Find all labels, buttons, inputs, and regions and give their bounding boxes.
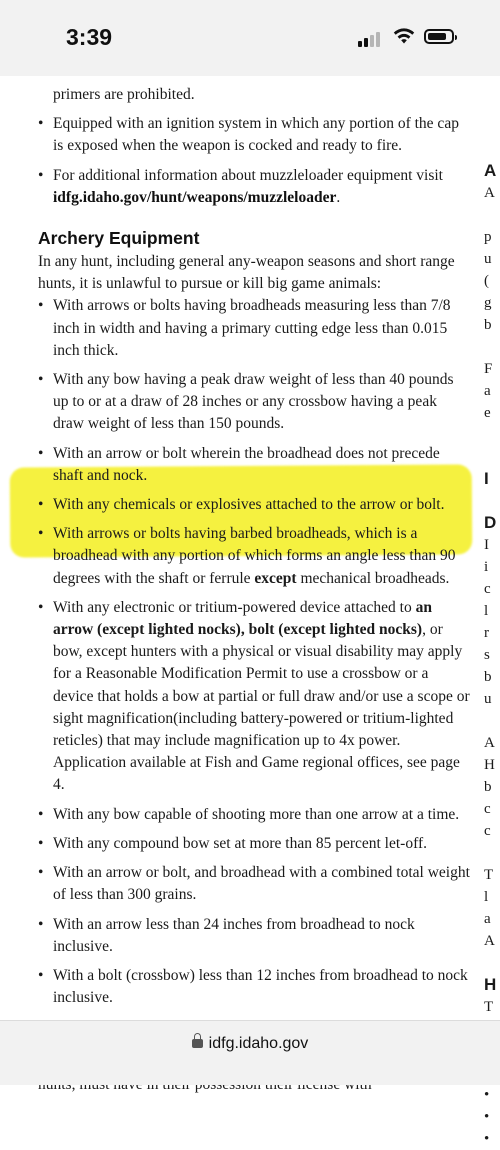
column-fragment: A <box>484 185 495 201</box>
archery-intro: In any hunt, including general any-weapon seasons and short range hunts, it is unlawful to pursue or kill big game animals: <box>38 253 455 293</box>
list-item-text: With any bow having a peak draw weight of less than 40 pounds up to or at a draw of 28 inches or any crossbow having a peak draw weight of less than 150 pounds. <box>53 371 454 433</box>
cellular-signal-icon <box>358 30 384 47</box>
column-fragment: c <box>484 823 491 839</box>
list-item-text: With any bow capable of shooting more than one arrow at a time. <box>53 805 460 823</box>
bullet-icon: • <box>38 297 44 315</box>
list-item-text: With arrows or bolts having broadheads measuring less than 7/8 inch in width and having a primary cutting edge less than 0.015 inch thick. <box>53 297 451 359</box>
list-item-text: For additional information about muzzleloader equipment visit <box>53 166 443 184</box>
main-column <box>38 62 470 1096</box>
bullet-icon: • <box>38 834 44 852</box>
list-item-text: primers are prohibited. <box>53 86 195 103</box>
url-text: idfg.idaho.gov <box>208 1035 309 1052</box>
bullet-icon: • <box>38 115 44 133</box>
column-fragment: g <box>484 295 492 311</box>
column-fragment: c <box>484 581 491 597</box>
column-fragment: u <box>484 691 492 707</box>
column-fragment <box>484 952 500 974</box>
column-fragment: i <box>484 559 489 575</box>
url-display[interactable] <box>0 1035 500 1053</box>
list-item <box>38 295 470 362</box>
column-fragment: a <box>484 911 491 927</box>
bullet-icon: • <box>38 371 44 389</box>
list-item-text: With an arrow or bolt wherein the broadhead does not precede shaft and nock. <box>53 444 440 484</box>
column-fragment: • <box>484 1131 490 1147</box>
bullet-icon: • <box>38 525 44 543</box>
column-fragment: D <box>484 513 497 532</box>
bullet-icon: • <box>38 805 44 823</box>
column-fragment <box>484 710 500 732</box>
column-fragment: l <box>484 603 489 619</box>
list-item <box>38 113 470 157</box>
list-item <box>38 443 470 487</box>
column-fragment: A <box>484 161 497 180</box>
column-fragment: c <box>484 801 491 817</box>
column-fragment: s <box>484 647 490 663</box>
list-item <box>38 965 470 1009</box>
list-item <box>38 84 470 106</box>
column-fragment: T <box>484 867 494 883</box>
column-fragment: H <box>484 975 497 994</box>
list-item-text: , or bow, except hunters with a physical or visual disability may apply for a Reasonable Modification Permit to use a crossbow or a device that holds a bow at partial or full draw and/or use a scope or sight magnification(including battery-powered or tritium-lighted reticles) that may include magnification up to 4x power. Application available at Fish and Game regional offices, see page 4. <box>53 621 470 794</box>
column-fragment <box>484 336 500 358</box>
muzzleloader-link[interactable]: idfg.idaho.gov/hunt/weapons/muzzleloader <box>53 188 337 206</box>
list-item-text: With any electronic or tritium-powered device attached to <box>53 598 416 616</box>
list-item <box>38 597 470 797</box>
column-fragment: ( <box>484 273 489 289</box>
column-fragment: b <box>484 317 492 333</box>
adjacent-column <box>484 160 500 1150</box>
list-item-text: With any chemicals or explosives attached to the arrow or bolt. <box>53 496 445 514</box>
column-fragment: A <box>484 933 495 949</box>
list-item <box>38 494 470 516</box>
column-fragment: T <box>484 999 494 1015</box>
column-fragment <box>484 842 500 864</box>
column-fragment: r <box>484 625 489 641</box>
column-fragment: A <box>484 735 495 751</box>
archery-equipment-heading: Archery Equipment <box>38 228 200 249</box>
list-item <box>38 369 470 436</box>
column-fragment: b <box>484 779 492 795</box>
list-item <box>38 165 470 209</box>
bullet-icon: • <box>38 598 44 616</box>
bullet-icon: • <box>38 966 44 984</box>
column-fragment <box>484 490 500 512</box>
list-item <box>38 862 470 906</box>
list-item <box>38 804 470 826</box>
bullet-icon: • <box>38 915 44 933</box>
list-item-highlighted <box>38 523 470 590</box>
column-fragment: p <box>484 229 492 245</box>
list-item-text: Equipped with an ignition system in which any portion of the cap is exposed when the weapon is cocked and ready to fire. <box>53 115 459 155</box>
status-bar <box>0 0 500 76</box>
column-fragment: b <box>484 669 492 685</box>
column-fragment: • <box>484 1109 490 1125</box>
column-fragment: I <box>484 537 489 553</box>
column-fragment: l <box>484 889 489 905</box>
bullet-icon: • <box>38 166 44 184</box>
column-fragment <box>484 204 500 226</box>
bullet-icon: • <box>38 864 44 882</box>
list-item-text: With a bolt (crossbow) less than 12 inches from broadhead to nock inclusive. <box>53 966 468 1007</box>
column-fragment: a <box>484 383 491 399</box>
except-bold-text: except <box>254 569 297 587</box>
column-fragment: H <box>484 757 495 773</box>
status-time: 3:39 <box>66 24 113 50</box>
bullet-icon: • <box>38 444 44 462</box>
lighted-nocks-bold-text: an arrow (except lighted nocks), bolt (except lighted nocks) <box>53 598 432 639</box>
battery-icon <box>424 29 454 44</box>
column-fragment: u <box>484 251 492 267</box>
list-item <box>38 833 470 855</box>
wifi-icon <box>392 27 416 45</box>
list-item-text: With arrows or bolts having barbed broadheads, which is a broadhead with any portion of which forms an angle less than 90 degrees with the shaft or ferrule <box>53 525 456 587</box>
lock-icon <box>192 1039 203 1048</box>
list-item-text: With an arrow less than 24 inches from broadhead to nock inclusive. <box>53 915 415 955</box>
column-fragment: F <box>484 361 493 377</box>
column-fragment: I <box>484 469 489 488</box>
column-fragment: e <box>484 405 491 421</box>
column-fragment: • <box>484 1087 490 1103</box>
list-item-text: mechanical broadheads. <box>296 569 450 587</box>
address-bar[interactable] <box>0 1020 500 1085</box>
list-item-text: With any compound bow set at more than 85 percent let-off. <box>53 834 427 852</box>
bullet-icon: • <box>38 496 44 514</box>
column-fragment <box>484 424 500 446</box>
column-fragment <box>484 446 500 468</box>
list-item <box>38 914 470 958</box>
list-item-text: With an arrow or bolt, and broadhead with a combined total weight of less than 300 grains. <box>53 864 470 904</box>
period-text: . <box>336 188 341 206</box>
